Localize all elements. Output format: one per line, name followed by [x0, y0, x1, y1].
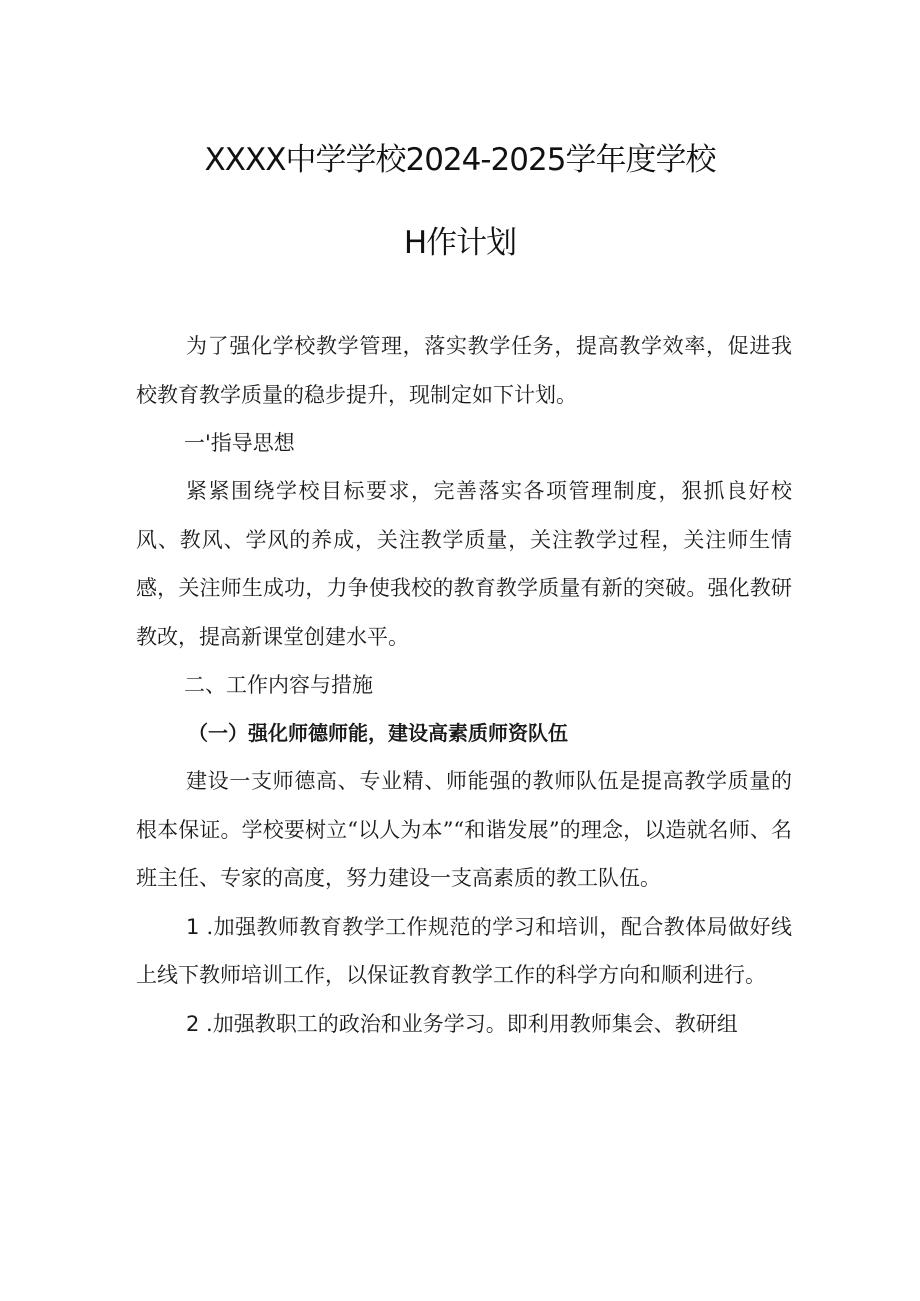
subsection1-paragraph: 建设一支师德高、专业精、师能强的教师队伍是提高教学质量的根本保证。学校要树立“以人为本”“和谐发展”的理念，以造就名师、名班主任、专家的高度，努力建设一支高素质的教工队伍。 — [136, 769, 792, 890]
subsection1-heading: （一）强化师德师能，建设高素质师资队伍 — [188, 721, 568, 745]
intro-paragraph: 为了强化学校教学管理，落实教学任务，提高教学效率，促进我校教育教学质量的稳步提升，现制定如下计划。 — [136, 334, 792, 407]
document-title-line2: H作计划 — [403, 225, 517, 261]
document-title-line1: XXXX中学学校2024-2025学年度学校 — [204, 142, 716, 178]
list-item — [136, 1000, 792, 1049]
list-item-number: 2 — [186, 1011, 200, 1036]
section2-heading: 二、工作内容与措施 — [184, 673, 373, 697]
list-item-text: .加强教职工的政治和业务学习。即利用教师集会、教研组 — [199, 1011, 738, 1036]
list-item-text: .加强教师教育教学工作规范的学习和培训，配合教体局做好线上线下教师培训工作，以保证教育教学工作的科学方向和顺利进行。 — [136, 914, 792, 987]
list-item-number: 1 — [186, 914, 200, 939]
section1-heading: 一'指导思想 — [184, 431, 295, 455]
list-item — [136, 903, 792, 1000]
section1-paragraph: 紧紧围绕学校目标要求，完善落实各项管理制度，狠抓良好校风、教风、学风的养成，关注教学质量，关注教学过程，关注师生情感，关注师生成功，力争使我校的教育教学质量有新的突破。强化教研教改，提高新课堂创建水平。 — [136, 479, 792, 649]
document-body — [136, 322, 792, 1048]
